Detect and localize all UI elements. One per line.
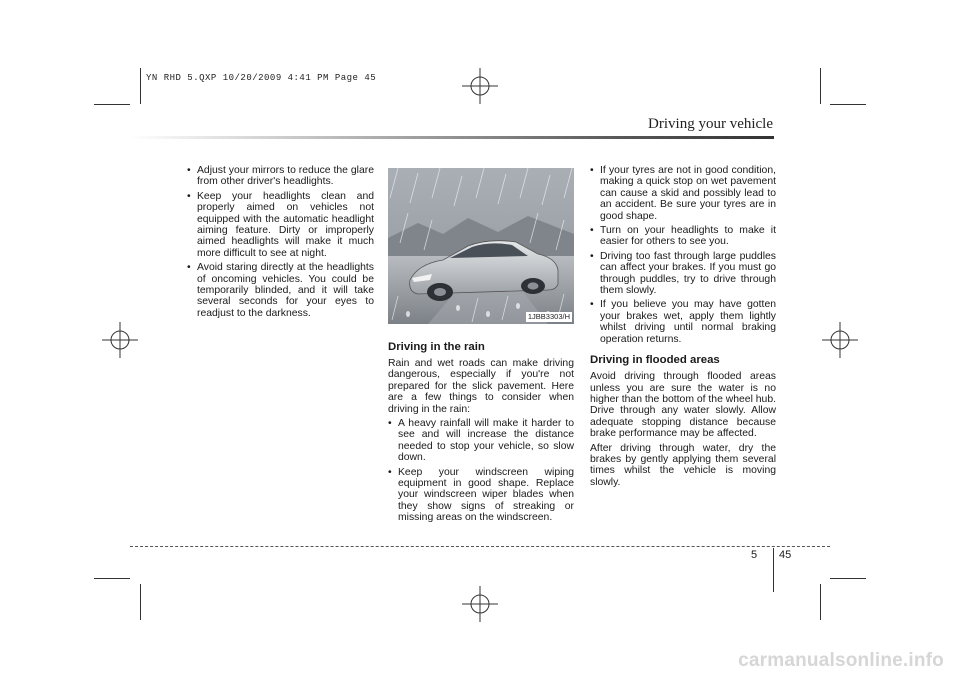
left-column — [187, 165, 374, 322]
left-bullet-list — [187, 165, 374, 319]
paragraph: Avoid driving through flooded areas unless you are sure the water is no higher than the bottom of the wheel hub. Drive through any water slowly. Allow adequate stopping distance because brake performance may be affected. — [590, 371, 777, 440]
page-number: 45 — [779, 549, 792, 561]
crop-mark — [140, 68, 141, 104]
list-item: • Avoid staring directly at the headlights of oncoming vehicles. You could be temporarily blinded, and it will take several seconds for your eyes to readjust to the darkness. — [187, 262, 374, 319]
registration-target-icon — [462, 586, 498, 622]
crop-mark — [94, 104, 130, 105]
right-column — [590, 165, 776, 491]
crop-mark — [94, 578, 130, 579]
list-item: • Keep your windscreen wiping equipment in good shape. Replace your windscreen wiper blades when they show signs of streaking or missing areas on the windscreen. — [388, 467, 574, 524]
crop-mark — [830, 104, 866, 105]
list-item: • Driving too fast through large puddles can affect your brakes. If you must go through puddles, try to drive through them slowly. — [590, 251, 776, 297]
crop-mark — [830, 578, 866, 579]
footer-rule — [130, 546, 830, 547]
section-heading-flooded: Driving in flooded areas — [590, 354, 720, 367]
registration-target-icon — [102, 322, 138, 358]
crop-mark — [140, 584, 141, 620]
right-bullet-list — [590, 165, 776, 345]
list-item: • Turn on your headlights to make it easier for others to see you. — [590, 225, 776, 248]
middle-bullet-list — [388, 418, 574, 524]
figure-code-label: 1JBB3303/H — [527, 312, 570, 321]
rain-driving-illustration — [388, 168, 574, 324]
registration-target-icon — [822, 322, 858, 358]
header-rule — [130, 136, 774, 139]
chapter-number: 5 — [751, 549, 758, 561]
crop-mark — [820, 68, 821, 104]
crop-mark — [820, 584, 821, 620]
list-item: • If your tyres are not in good condition, making a quick stop on wet pavement can cause a skid and possibly lead to an accident. Be sure your tyres are in good shape. — [590, 165, 776, 222]
car-in-rain-image — [388, 168, 574, 324]
registration-target-icon — [462, 68, 498, 104]
list-item: • A heavy rainfall will make it harder to see and will increase the distance needed to stop your vehicle, so slow down. — [388, 418, 574, 464]
paragraph: After driving through water, dry the brakes by gently applying them several times whilst the vehicle is moving slowly. — [590, 442, 776, 488]
middle-column — [388, 341, 574, 527]
list-item: • Adjust your mirrors to reduce the glare from other driver's headlights. — [187, 165, 374, 188]
paragraph: Rain and wet roads can make driving dangerous, especially if you're not prepared for the slick pavement. Here are a few things to consider when driving in the rain: — [388, 358, 574, 415]
list-item: • Keep your headlights clean and properly aimed on vehicles not equipped with the automatic headlight aiming feature. Dirty or improperly aimed headlights will make it much more difficult to see at night. — [187, 191, 374, 259]
section-heading-rain: Driving in the rain — [388, 341, 485, 353]
section-header-title: Driving your vehicle — [648, 116, 773, 132]
watermark: carmanualsonline.info — [738, 650, 944, 671]
footer-divider — [773, 548, 774, 592]
print-slug: YN RHD 5.QXP 10/20/2009 4:41 PM Page 45 — [146, 73, 377, 83]
list-item: • If you believe you may have gotten your brakes wet, apply them lightly whilst driving until normal braking operation returns. — [590, 299, 776, 345]
